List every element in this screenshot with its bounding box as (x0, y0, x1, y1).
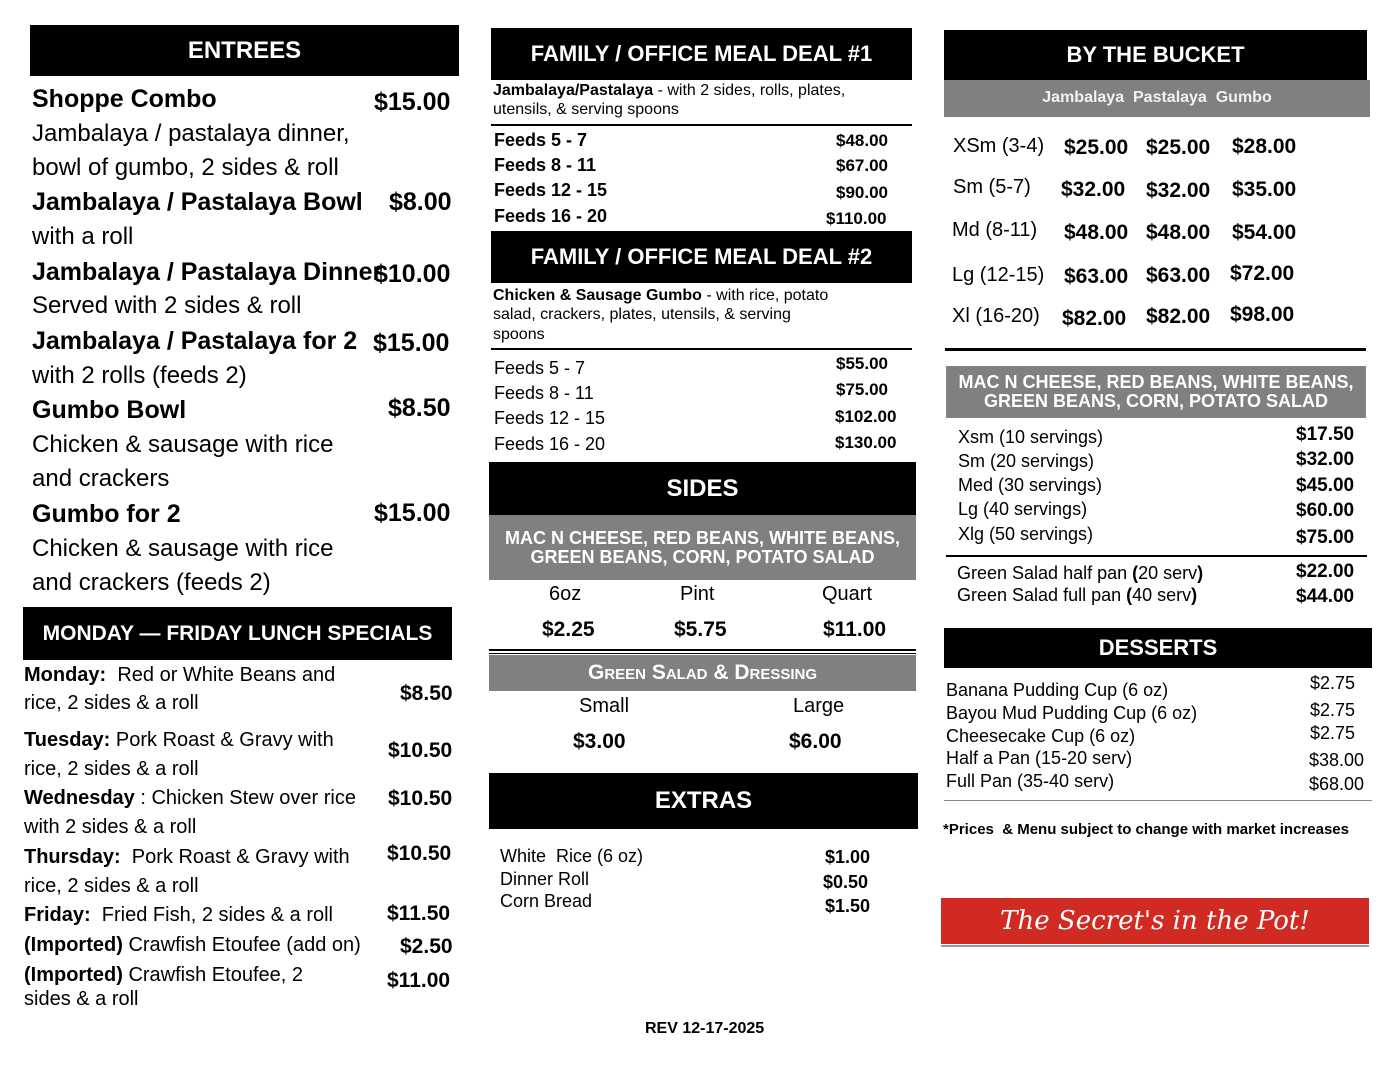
deal-row-label: Feeds 16 - 20 (494, 434, 606, 454)
entree-desc: with 2 rolls (feeds 2) (32, 362, 247, 389)
entrees-title: ENTREES (187, 36, 302, 64)
bucket-price: $54.00 (1232, 221, 1297, 244)
entree-price: $8.50 (388, 394, 451, 422)
bulk-sides-price: $60.00 (1296, 500, 1355, 521)
lunch-text: : Chicken Stew over rice (134, 787, 356, 809)
green-salad-serv: 20 serv (1138, 563, 1198, 583)
dessert-price: $68.00 (1309, 774, 1365, 794)
bucket-price: $28.00 (1232, 135, 1297, 158)
divider (941, 945, 1369, 947)
salad-title: Green Salad & Dressing (587, 660, 818, 684)
extras-header (489, 773, 918, 829)
sides-sub-line: GREEN BEANS, CORN, POTATO SALAD (530, 546, 875, 567)
bulk-sides-price: $17.50 (1296, 424, 1355, 445)
desserts-header (944, 628, 1372, 668)
deal-row-price: $110.00 (826, 209, 887, 228)
entree-desc: Served with 2 sides & roll (32, 292, 302, 319)
sides-title: SIDES (666, 474, 739, 502)
bulk-sides-label: Lg (40 servings) (958, 499, 1088, 519)
salad-header (489, 655, 916, 691)
deal-row-label: Feeds 8 - 11 (494, 383, 594, 403)
salad-size: Large (793, 695, 845, 717)
bucket-size: Sm (5-7) (953, 176, 1031, 198)
lunch-text: rice, 2 sides & a roll (24, 875, 199, 897)
entree-name: Jambalaya / Pastalaya Bowl (32, 188, 363, 216)
salad-price: $3.00 (573, 730, 626, 753)
lunch-text: Pork Roast & Gravy with (110, 729, 334, 751)
bulk-sides-label: Xsm (10 servings) (958, 427, 1104, 447)
entree-desc: and crackers (feeds 2) (32, 569, 271, 596)
lunch-day: Thursday: (24, 846, 121, 868)
green-salad-label: Green Salad half pan (957, 563, 1133, 583)
sides-sub-line: MAC N CHEESE, RED BEANS, WHITE BEANS, (504, 527, 901, 548)
lunch-text: Crawfish Etoufee (add on) (122, 934, 361, 956)
lunch-day: Wednesday (24, 787, 135, 809)
sides-subheader (489, 515, 916, 580)
lunch-day: (Imported) (24, 934, 123, 956)
lunch-price: $2.50 (400, 935, 453, 958)
bucket-price: $32.00 (1061, 178, 1126, 201)
green-salad-paren: ( (1132, 563, 1139, 583)
entree-price: $10.00 (374, 260, 451, 288)
sides-price: $5.75 (674, 618, 727, 641)
green-salad-paren: ) (1191, 585, 1198, 605)
deal-row-price: $67.00 (836, 156, 888, 175)
entree-price: $8.00 (389, 188, 452, 216)
deal-row-label: Feeds 16 - 20 (494, 206, 608, 226)
green-salad-price: $44.00 (1296, 586, 1355, 607)
bulk-sides-sub-line: GREEN BEANS, CORN, POTATO SALAD (983, 391, 1329, 411)
dessert-price: $38.00 (1309, 750, 1365, 770)
deal2-desc: spoons (493, 326, 545, 343)
deal-row-price: $55.00 (836, 354, 888, 373)
green-salad-serv: 40 serv (1132, 585, 1192, 605)
extras-price: $1.50 (825, 896, 871, 916)
lunch-text: rice, 2 sides & a roll (24, 758, 199, 780)
entree-price: $15.00 (374, 88, 451, 116)
deal2-title: FAMILY / OFFICE MEAL DEAL #2 (530, 244, 873, 269)
entree-name: Shoppe Combo (32, 85, 217, 113)
extras-label: Dinner Roll (500, 869, 590, 889)
divider (491, 124, 912, 126)
bucket-price: $35.00 (1232, 178, 1297, 201)
deal1-desc-bold: Jambalaya/Pastalaya (493, 82, 654, 99)
extras-price: $0.50 (823, 872, 869, 892)
lunch-price: $10.50 (388, 787, 453, 810)
entree-price: $15.00 (374, 499, 451, 527)
lunch-header (23, 607, 452, 660)
deal2-desc: - with rice, potato (701, 287, 829, 304)
dessert-price: $2.75 (1310, 700, 1356, 720)
sides-size: 6oz (549, 583, 582, 605)
deal-row-price: $48.00 (836, 131, 888, 150)
bulk-sides-header (946, 366, 1366, 418)
lunch-price: $8.50 (400, 682, 453, 705)
bucket-size: Md (8-11) (952, 219, 1038, 241)
bulk-sides-label: Xlg (50 servings) (958, 524, 1094, 544)
dessert-label: Banana Pudding Cup (6 oz) (946, 680, 1169, 700)
lunch-text: Fried Fish, 2 sides & a roll (90, 904, 333, 926)
extras-label: White Rice (6 oz) (500, 846, 644, 866)
extras-price: $1.00 (825, 847, 871, 867)
lunch-price: $10.50 (387, 842, 452, 865)
sides-price: $2.25 (542, 618, 595, 641)
dessert-label: Half a Pan (15-20 serv) (946, 748, 1133, 768)
deal-row-price: $102.00 (835, 407, 897, 426)
deal2-desc: salad, crackers, plates, utensils, & serving (493, 306, 791, 323)
lunch-text: Pork Roast & Gravy with (120, 846, 350, 868)
entree-desc: bowl of gumbo, 2 sides & roll (32, 154, 339, 181)
bulk-sides-price: $75.00 (1296, 527, 1355, 548)
extras-title: EXTRAS (654, 787, 753, 814)
bucket-title: BY THE BUCKET (1066, 42, 1245, 67)
revision: REV 12-17-2025 (645, 1020, 765, 1037)
bulk-sides-price: $45.00 (1296, 475, 1355, 496)
entree-name: Jambalaya / Pastalaya for 2 (32, 327, 358, 355)
green-salad-paren: ( (1126, 585, 1133, 605)
lunch-day: Tuesday: (24, 729, 111, 751)
lunch-text: Crawfish Etoufee, 2 (122, 964, 303, 986)
bucket-price: $32.00 (1146, 179, 1211, 202)
deal-row-label: Feeds 12 - 15 (494, 408, 606, 428)
bucket-size: Xl (16-20) (952, 305, 1040, 327)
lunch-day: (Imported) (24, 964, 123, 986)
bucket-header (944, 30, 1367, 80)
entree-desc: with a roll (32, 223, 134, 250)
green-salad-paren: ) (1197, 563, 1204, 583)
sides-price: $11.00 (823, 618, 887, 641)
salad-size: Small (579, 695, 630, 717)
dessert-label: Cheesecake Cup (6 oz) (946, 726, 1136, 746)
deal-row-label: Feeds 12 - 15 (494, 180, 608, 200)
deal-row-price: $130.00 (835, 433, 897, 452)
lunch-text: sides & a roll (24, 988, 139, 1010)
bucket-size: Lg (12-15) (952, 264, 1045, 286)
desserts-title: DESSERTS (1098, 635, 1218, 660)
lunch-text: rice, 2 sides & a roll (24, 692, 199, 714)
bucket-columns-label: Jambalaya Pastalaya Gumbo (1042, 89, 1272, 107)
deal-row-price: $75.00 (836, 380, 888, 399)
bucket-price: $48.00 (1064, 221, 1129, 244)
lunch-price: $10.50 (388, 739, 453, 762)
entree-name: Jambalaya / Pastalaya Dinner (32, 258, 383, 286)
entree-price: $15.00 (373, 329, 450, 357)
dessert-label: Full Pan (35-40 serv) (946, 771, 1115, 791)
entree-desc: Chicken & sausage with rice (32, 535, 334, 562)
bucket-price: $72.00 (1230, 262, 1295, 285)
slogan-banner (941, 898, 1369, 944)
entree-desc: Chicken & sausage with rice (32, 431, 334, 458)
lunch-day: Friday: (24, 904, 91, 926)
deal-row-label: Feeds 5 - 7 (494, 130, 588, 150)
divider (489, 653, 916, 654)
bulk-sides-label: Med (30 servings) (958, 475, 1103, 495)
lunch-day: Monday: (24, 664, 107, 686)
bucket-price: $25.00 (1064, 136, 1129, 159)
bucket-price: $82.00 (1062, 307, 1127, 330)
deal-row-label: Feeds 8 - 11 (494, 155, 597, 175)
lunch-text: with 2 sides & a roll (24, 816, 197, 838)
bucket-columns (944, 80, 1370, 117)
deal1-desc: - with 2 sides, rolls, plates, (653, 82, 846, 99)
bucket-price: $63.00 (1064, 265, 1129, 288)
dessert-label: Bayou Mud Pudding Cup (6 oz) (946, 703, 1198, 723)
divider (944, 800, 1372, 801)
lunch-price: $11.50 (387, 902, 451, 925)
price-note: *Prices & Menu subject to change with market increases (943, 821, 1349, 838)
dessert-price: $2.75 (1310, 723, 1356, 743)
bucket-price: $98.00 (1230, 303, 1295, 326)
lunch-text: Red or White Beans and (106, 664, 336, 686)
extras-label: Corn Bread (500, 891, 593, 911)
lunch-price: $11.00 (387, 969, 451, 992)
divider (489, 649, 916, 651)
deal2-header (491, 231, 912, 283)
entree-name: Gumbo Bowl (32, 396, 187, 424)
sides-size: Pint (680, 583, 715, 605)
bulk-sides-label: Sm (20 servings) (958, 451, 1095, 471)
dessert-price: $2.75 (1310, 673, 1356, 693)
lunch-title: MONDAY — FRIDAY LUNCH SPECIALS (42, 621, 433, 645)
bucket-price: $48.00 (1146, 221, 1211, 244)
bucket-size: XSm (3-4) (953, 135, 1045, 157)
bulk-sides-price: $32.00 (1296, 449, 1355, 470)
sides-size: Quart (822, 583, 873, 605)
deal1-header (491, 28, 912, 80)
entree-name: Gumbo for 2 (32, 500, 181, 528)
bucket-price: $82.00 (1146, 305, 1211, 328)
entrees-header (30, 25, 459, 76)
deal-row-label: Feeds 5 - 7 (494, 358, 586, 378)
salad-price: $6.00 (789, 730, 842, 753)
deal1-title: FAMILY / OFFICE MEAL DEAL #1 (530, 41, 873, 66)
entree-desc: and crackers (32, 465, 170, 492)
sides-header (489, 462, 916, 515)
bucket-price: $63.00 (1146, 264, 1211, 287)
green-salad-price: $22.00 (1296, 561, 1355, 582)
divider (945, 348, 1366, 351)
slogan-text: The Secret's in the Pot! (1000, 906, 1310, 936)
green-salad-label: Green Salad full pan (957, 585, 1127, 605)
bulk-sides-sub-line: MAC N CHEESE, RED BEANS, WHITE BEANS, (958, 372, 1354, 393)
bucket-price: $25.00 (1146, 136, 1211, 159)
deal2-desc-bold: Chicken & Sausage Gumbo (493, 287, 702, 304)
divider (491, 348, 912, 350)
deal-row-price: $90.00 (836, 183, 888, 202)
entree-desc: Jambalaya / pastalaya dinner, (32, 120, 350, 147)
divider (946, 555, 1367, 557)
deal1-desc: utensils, & serving spoons (493, 101, 679, 118)
